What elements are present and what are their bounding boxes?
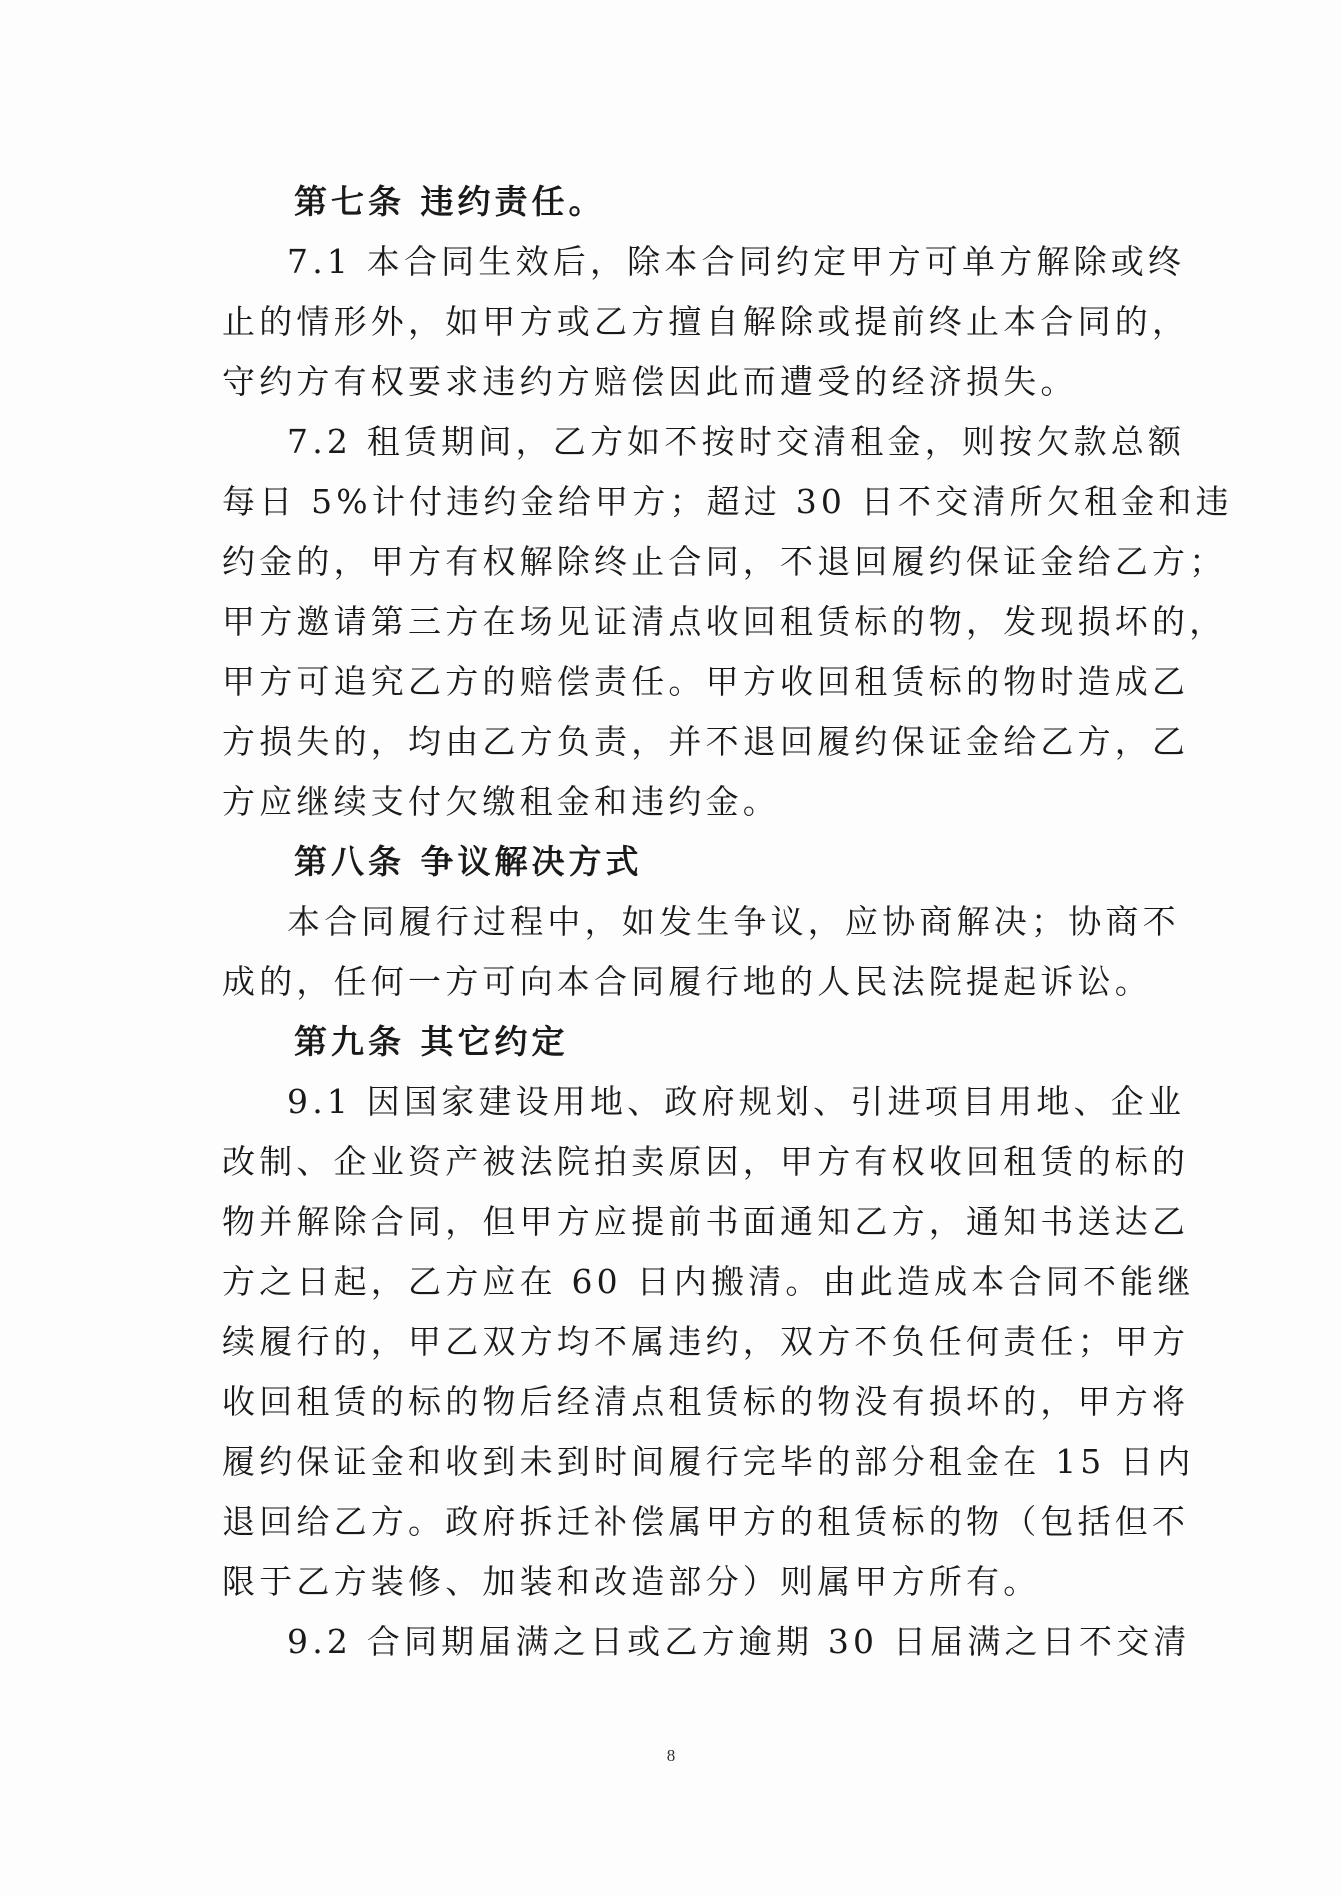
clause-9-2-line-1: 9.2 合同期届满之日或乙方逾期 30 日届满之日不交清 — [287, 1622, 1191, 1661]
article-8-line-1: 本合同履行过程中，如发生争议，应协商解决；协商不 — [287, 902, 1180, 941]
document-body — [222, 172, 1233, 1672]
clause-7-1-line-3: 守约方有权要求违约方赔偿因此而遭受的经济损失。 — [222, 362, 1078, 401]
clause-9-1-line-1: 9.1 因国家建设用地、政府规划、引进项目用地、企业 — [287, 1082, 1186, 1121]
article-8-line-2: 成的，任何一方可向本合同履行地的人民法院提起诉讼。 — [222, 962, 1152, 1001]
clause-9-1-line-2: 改制、企业资产被法院拍卖原因，甲方有权收回租赁的标的 — [222, 1142, 1190, 1181]
clause-9-1-line-7: 履约保证金和收到未到时间履行完毕的部分租金在 15 日内 — [222, 1442, 1195, 1481]
clause-7-1-line-2: 止的情形外，如甲方或乙方擅自解除或提前终止本合同的， — [222, 302, 1190, 341]
clause-7-2-line-3: 约金的，甲方有权解除终止合同，不退回履约保证金给乙方； — [222, 542, 1227, 581]
clause-7-1-line-1: 7.1 本合同生效后，除本合同约定甲方可单方解除或终 — [287, 242, 1186, 281]
clause-7-2-line-7: 方应继续支付欠缴租金和违约金。 — [222, 782, 780, 821]
article-8-heading: 第八条 争议解决方式 — [294, 842, 643, 881]
clause-7-2-line-2: 每日 5%计付违约金给甲方；超过 30 日不交清所欠租金和违 — [222, 482, 1233, 521]
clause-9-1-line-5: 续履行的，甲乙双方均不属违约，双方不负任何责任；甲方 — [222, 1322, 1190, 1361]
clause-9-1-line-9: 限于乙方装修、加装和改造部分）则属甲方所有。 — [222, 1562, 1041, 1601]
clause-7-2-line-6: 方损失的，均由乙方负责，并不退回履约保证金给乙方，乙 — [222, 722, 1190, 761]
clause-9-1-line-6: 收回租赁的标的物后经清点租赁标的物没有损坏的，甲方将 — [222, 1382, 1190, 1421]
article-7-heading: 第七条 违约责任。 — [294, 182, 606, 221]
page-number: 8 — [666, 1746, 676, 1765]
clause-9-1-line-4: 方之日起，乙方应在 60 日内搬清。由此造成本合同不能继 — [222, 1262, 1195, 1301]
clause-7-2-line-5: 甲方可追究乙方的赔偿责任。甲方收回租赁标的物时造成乙 — [222, 662, 1190, 701]
article-9-heading: 第九条 其它约定 — [294, 1022, 569, 1061]
clause-9-1-line-3: 物并解除合同，但甲方应提前书面通知乙方，通知书送达乙 — [222, 1202, 1190, 1241]
clause-9-1-line-8: 退回给乙方。政府拆迁补偿属甲方的租赁标的物（包括但不 — [222, 1502, 1190, 1541]
clause-7-2-line-4: 甲方邀请第三方在场见证清点收回租赁标的物，发现损坏的， — [222, 602, 1227, 641]
clause-7-2-line-1: 7.2 租赁期间，乙方如不按时交清租金，则按欠款总额 — [287, 422, 1186, 461]
